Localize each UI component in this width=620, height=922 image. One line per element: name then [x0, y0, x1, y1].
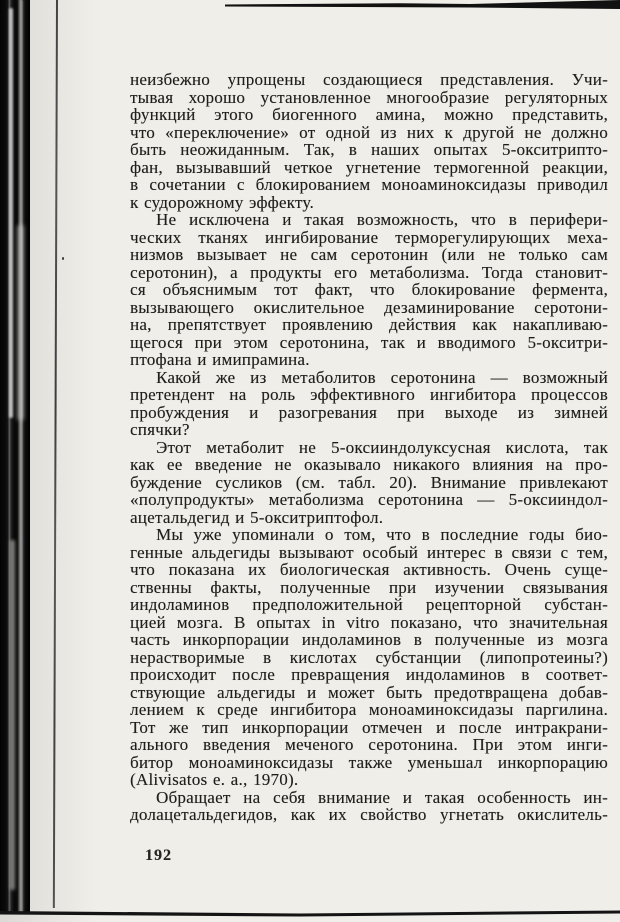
text-line: пробуждения и разогревания при выходе из зимней	[130, 402, 608, 422]
text-line: Какой же из метаболитов серотонина — возможный	[156, 367, 608, 387]
paragraph	[130, 211, 608, 369]
text-line: ацетальдегид и 5-окситриптофол.	[130, 507, 384, 527]
text-line: (Alivisatos e. a., 1970).	[130, 770, 299, 789]
text-line: битор моноаминоксидазы также уменьшал инкорпорацию	[130, 752, 608, 772]
scan-edge-bottom	[0, 904, 620, 920]
text-line: птофана и имипрамина.	[130, 350, 310, 369]
spine-highlight-streak	[21, 0, 23, 913]
text-line: функций этого биогенного амина, можно представить,	[130, 105, 608, 124]
text-line: ственны факты, полученные при изучении связывания	[130, 577, 608, 597]
spine-highlight-streak	[17, 225, 24, 420]
paragraph	[130, 439, 608, 527]
text-line: неизбежно упрощены создающиеся представления. Учи-	[130, 70, 608, 89]
spine-highlight-streak	[9, 8, 13, 418]
page-fold-line	[53, 0, 58, 908]
text-line: фан, вызывавший четкое угнетение термогенной реакции,	[130, 157, 608, 177]
paragraph	[130, 526, 608, 789]
text-line: ческих тканях ингибирование терморегулирующих меха-	[130, 227, 608, 247]
text-line: Не исключена и такая возможность, что в перифери-	[156, 210, 608, 229]
text-line: что «переключение» от одной из них к другой не должно	[130, 122, 608, 142]
scan-edge-top	[0, 0, 620, 12]
page-number: 192	[145, 847, 172, 864]
text-line: буждение сусликов (см. табл. 20). Внимание привлекают	[130, 472, 608, 492]
text-line: лением к среде ингибитора моноаминоксидазы паргилина.	[130, 700, 608, 719]
text-line: происходит после превращения индоламинов в соответ-	[130, 665, 608, 684]
text-line: цией мозга. В опытах in vitro показано, что значительная	[130, 612, 608, 632]
text-line: низмов вызывает не сам серотонин (или не только сам	[130, 245, 608, 264]
text-line: вызывающего окислительное дезаминирование серотони-	[130, 297, 608, 317]
text-line: тывая хорошо установленное многообразие регуляторных	[130, 87, 608, 107]
text-line: «полупродукты» метаболизма серотонина — 5-оксииндол-	[130, 490, 608, 509]
text-line: часть инкорпорации индоламинов в полученные из мозга	[130, 630, 608, 649]
paragraph	[130, 369, 608, 439]
book-spine-shadow	[0, 0, 30, 913]
paragraph	[130, 71, 608, 211]
text-line: серотонин), а продукты его метаболизма. Тогда становит-	[130, 262, 608, 282]
text-line: ствующие альдегиды и может быть предотвращена добав-	[130, 682, 608, 702]
text-line: ального введения меченого серотонина. При этом инги-	[130, 735, 608, 754]
text-line: быть неожиданным. Так, в наших опытах 5-окситрипто-	[130, 140, 608, 159]
spine-highlight-streak	[10, 540, 15, 890]
text-line: нерастворимые в кислотах субстанции (липопротеины?)	[130, 647, 608, 667]
text-line: к судорожному эффекту.	[130, 192, 314, 212]
text-line: генные альдегиды вызывают особый интерес в связи с тем,	[130, 542, 608, 562]
paragraph	[130, 789, 608, 824]
text-line: в сочетании с блокированием моноаминоксидазы приводил	[130, 175, 608, 194]
text-line: как ее введение не оказывало никакого влияния на про-	[130, 455, 608, 474]
text-line: Мы уже упоминали о том, что в последние годы био-	[156, 525, 608, 544]
text-block	[130, 71, 608, 824]
text-line: ся объяснимым тот факт, что блокирование фермента,	[130, 280, 608, 299]
text-line: щегося при этом серотонина, так и вводимого 5-окситри-	[130, 332, 608, 352]
text-line: претендент на роль эффективного ингибитора процессов	[130, 385, 608, 404]
text-line: Этот метаболит не 5-оксииндолуксусная кислота, так	[156, 437, 608, 457]
text-line: на, препятствует проявлению действия как накапливаю-	[130, 315, 608, 334]
text-line: долацетальдегидов, как их свойство угнетать окислитель-	[130, 805, 608, 824]
text-line: что показана их биологическая активность. Очень суще-	[130, 560, 608, 579]
text-line: спячки?	[130, 420, 190, 439]
text-line: индоламинов предположительной рецепторной субстан-	[130, 595, 608, 614]
text-line: Тот же тип инкорпорации отмечен и после интракрани-	[130, 717, 608, 737]
ink-speck	[62, 257, 64, 260]
text-line: Обращает на себя внимание и такая особенность ин-	[156, 787, 608, 807]
